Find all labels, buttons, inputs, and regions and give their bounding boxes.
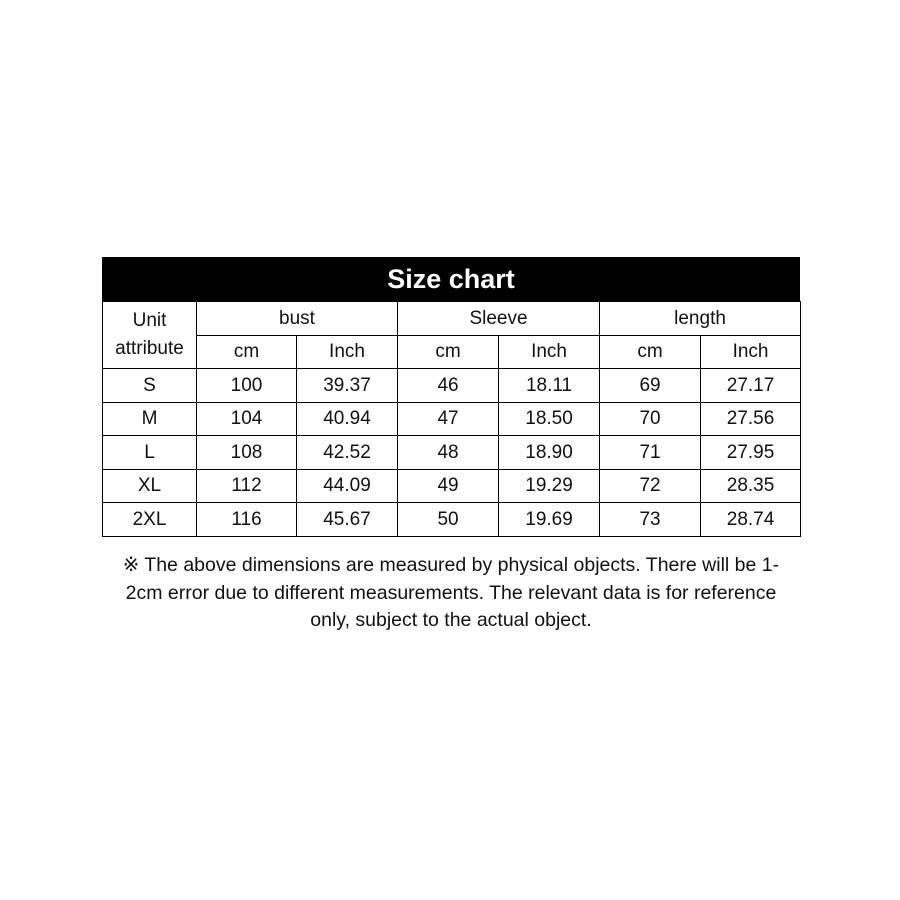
unit-attribute-header bbox=[103, 302, 197, 369]
size-cell: 2XL bbox=[103, 503, 197, 537]
sleeve-cm-cell: 46 bbox=[398, 369, 499, 403]
header-row-units bbox=[103, 335, 801, 369]
sleeve-inch-cell: 18.50 bbox=[499, 402, 600, 436]
size-cell: S bbox=[103, 369, 197, 403]
length-inch-cell: 27.17 bbox=[701, 369, 801, 403]
bust-inch-cell: 44.09 bbox=[297, 469, 398, 503]
bust-inch-cell: 40.94 bbox=[297, 402, 398, 436]
length-inch-cell: 28.74 bbox=[701, 503, 801, 537]
size-cell: XL bbox=[103, 469, 197, 503]
bust-inch-cell: 45.67 bbox=[297, 503, 398, 537]
bust-inch-cell: 39.37 bbox=[297, 369, 398, 403]
bust-cm-cell: 108 bbox=[197, 436, 297, 470]
subheader-sleeve-inch: Inch bbox=[499, 335, 600, 369]
subheader-sleeve-cm: cm bbox=[398, 335, 499, 369]
length-inch-cell: 28.35 bbox=[701, 469, 801, 503]
header-row-groups bbox=[103, 302, 801, 336]
sleeve-cm-cell: 50 bbox=[398, 503, 499, 537]
length-inch-cell: 27.95 bbox=[701, 436, 801, 470]
subheader-bust-cm: cm bbox=[197, 335, 297, 369]
group-header-length: length bbox=[600, 302, 801, 336]
sleeve-cm-cell: 47 bbox=[398, 402, 499, 436]
note-line-1: ※ The above dimensions are measured by physical objects. There will be 1- bbox=[122, 554, 780, 576]
measurement-note bbox=[100, 552, 802, 635]
bust-cm-cell: 116 bbox=[197, 503, 297, 537]
size-chart bbox=[102, 257, 800, 537]
sleeve-inch-cell: 18.90 bbox=[499, 436, 600, 470]
sleeve-cm-cell: 49 bbox=[398, 469, 499, 503]
length-cm-cell: 69 bbox=[600, 369, 701, 403]
table-row bbox=[103, 503, 801, 537]
table-row bbox=[103, 436, 801, 470]
bust-cm-cell: 100 bbox=[197, 369, 297, 403]
sleeve-inch-cell: 18.11 bbox=[499, 369, 600, 403]
note-line-3: only, subject to the actual object. bbox=[310, 609, 592, 631]
table-row bbox=[103, 402, 801, 436]
sleeve-cm-cell: 48 bbox=[398, 436, 499, 470]
length-cm-cell: 72 bbox=[600, 469, 701, 503]
length-cm-cell: 73 bbox=[600, 503, 701, 537]
attribute-label: attribute bbox=[115, 338, 184, 359]
group-header-bust: bust bbox=[197, 302, 398, 336]
subheader-length-inch: Inch bbox=[701, 335, 801, 369]
length-inch-cell: 27.56 bbox=[701, 402, 801, 436]
bust-cm-cell: 112 bbox=[197, 469, 297, 503]
size-chart-title: Size chart bbox=[102, 257, 800, 301]
length-cm-cell: 70 bbox=[600, 402, 701, 436]
unit-label: Unit bbox=[132, 310, 167, 332]
subheader-bust-inch: Inch bbox=[297, 335, 398, 369]
bust-cm-cell: 104 bbox=[197, 402, 297, 436]
length-cm-cell: 71 bbox=[600, 436, 701, 470]
group-header-sleeve: Sleeve bbox=[398, 302, 600, 336]
bust-inch-cell: 42.52 bbox=[297, 436, 398, 470]
sleeve-inch-cell: 19.69 bbox=[499, 503, 600, 537]
table-row bbox=[103, 369, 801, 403]
subheader-length-cm: cm bbox=[600, 335, 701, 369]
note-line-2: 2cm error due to different measurements. The relevant data is for reference bbox=[125, 581, 777, 604]
size-cell: L bbox=[103, 436, 197, 470]
size-cell: M bbox=[103, 402, 197, 436]
table-row bbox=[103, 469, 801, 503]
size-table bbox=[102, 301, 801, 537]
sleeve-inch-cell: 19.29 bbox=[499, 469, 600, 503]
